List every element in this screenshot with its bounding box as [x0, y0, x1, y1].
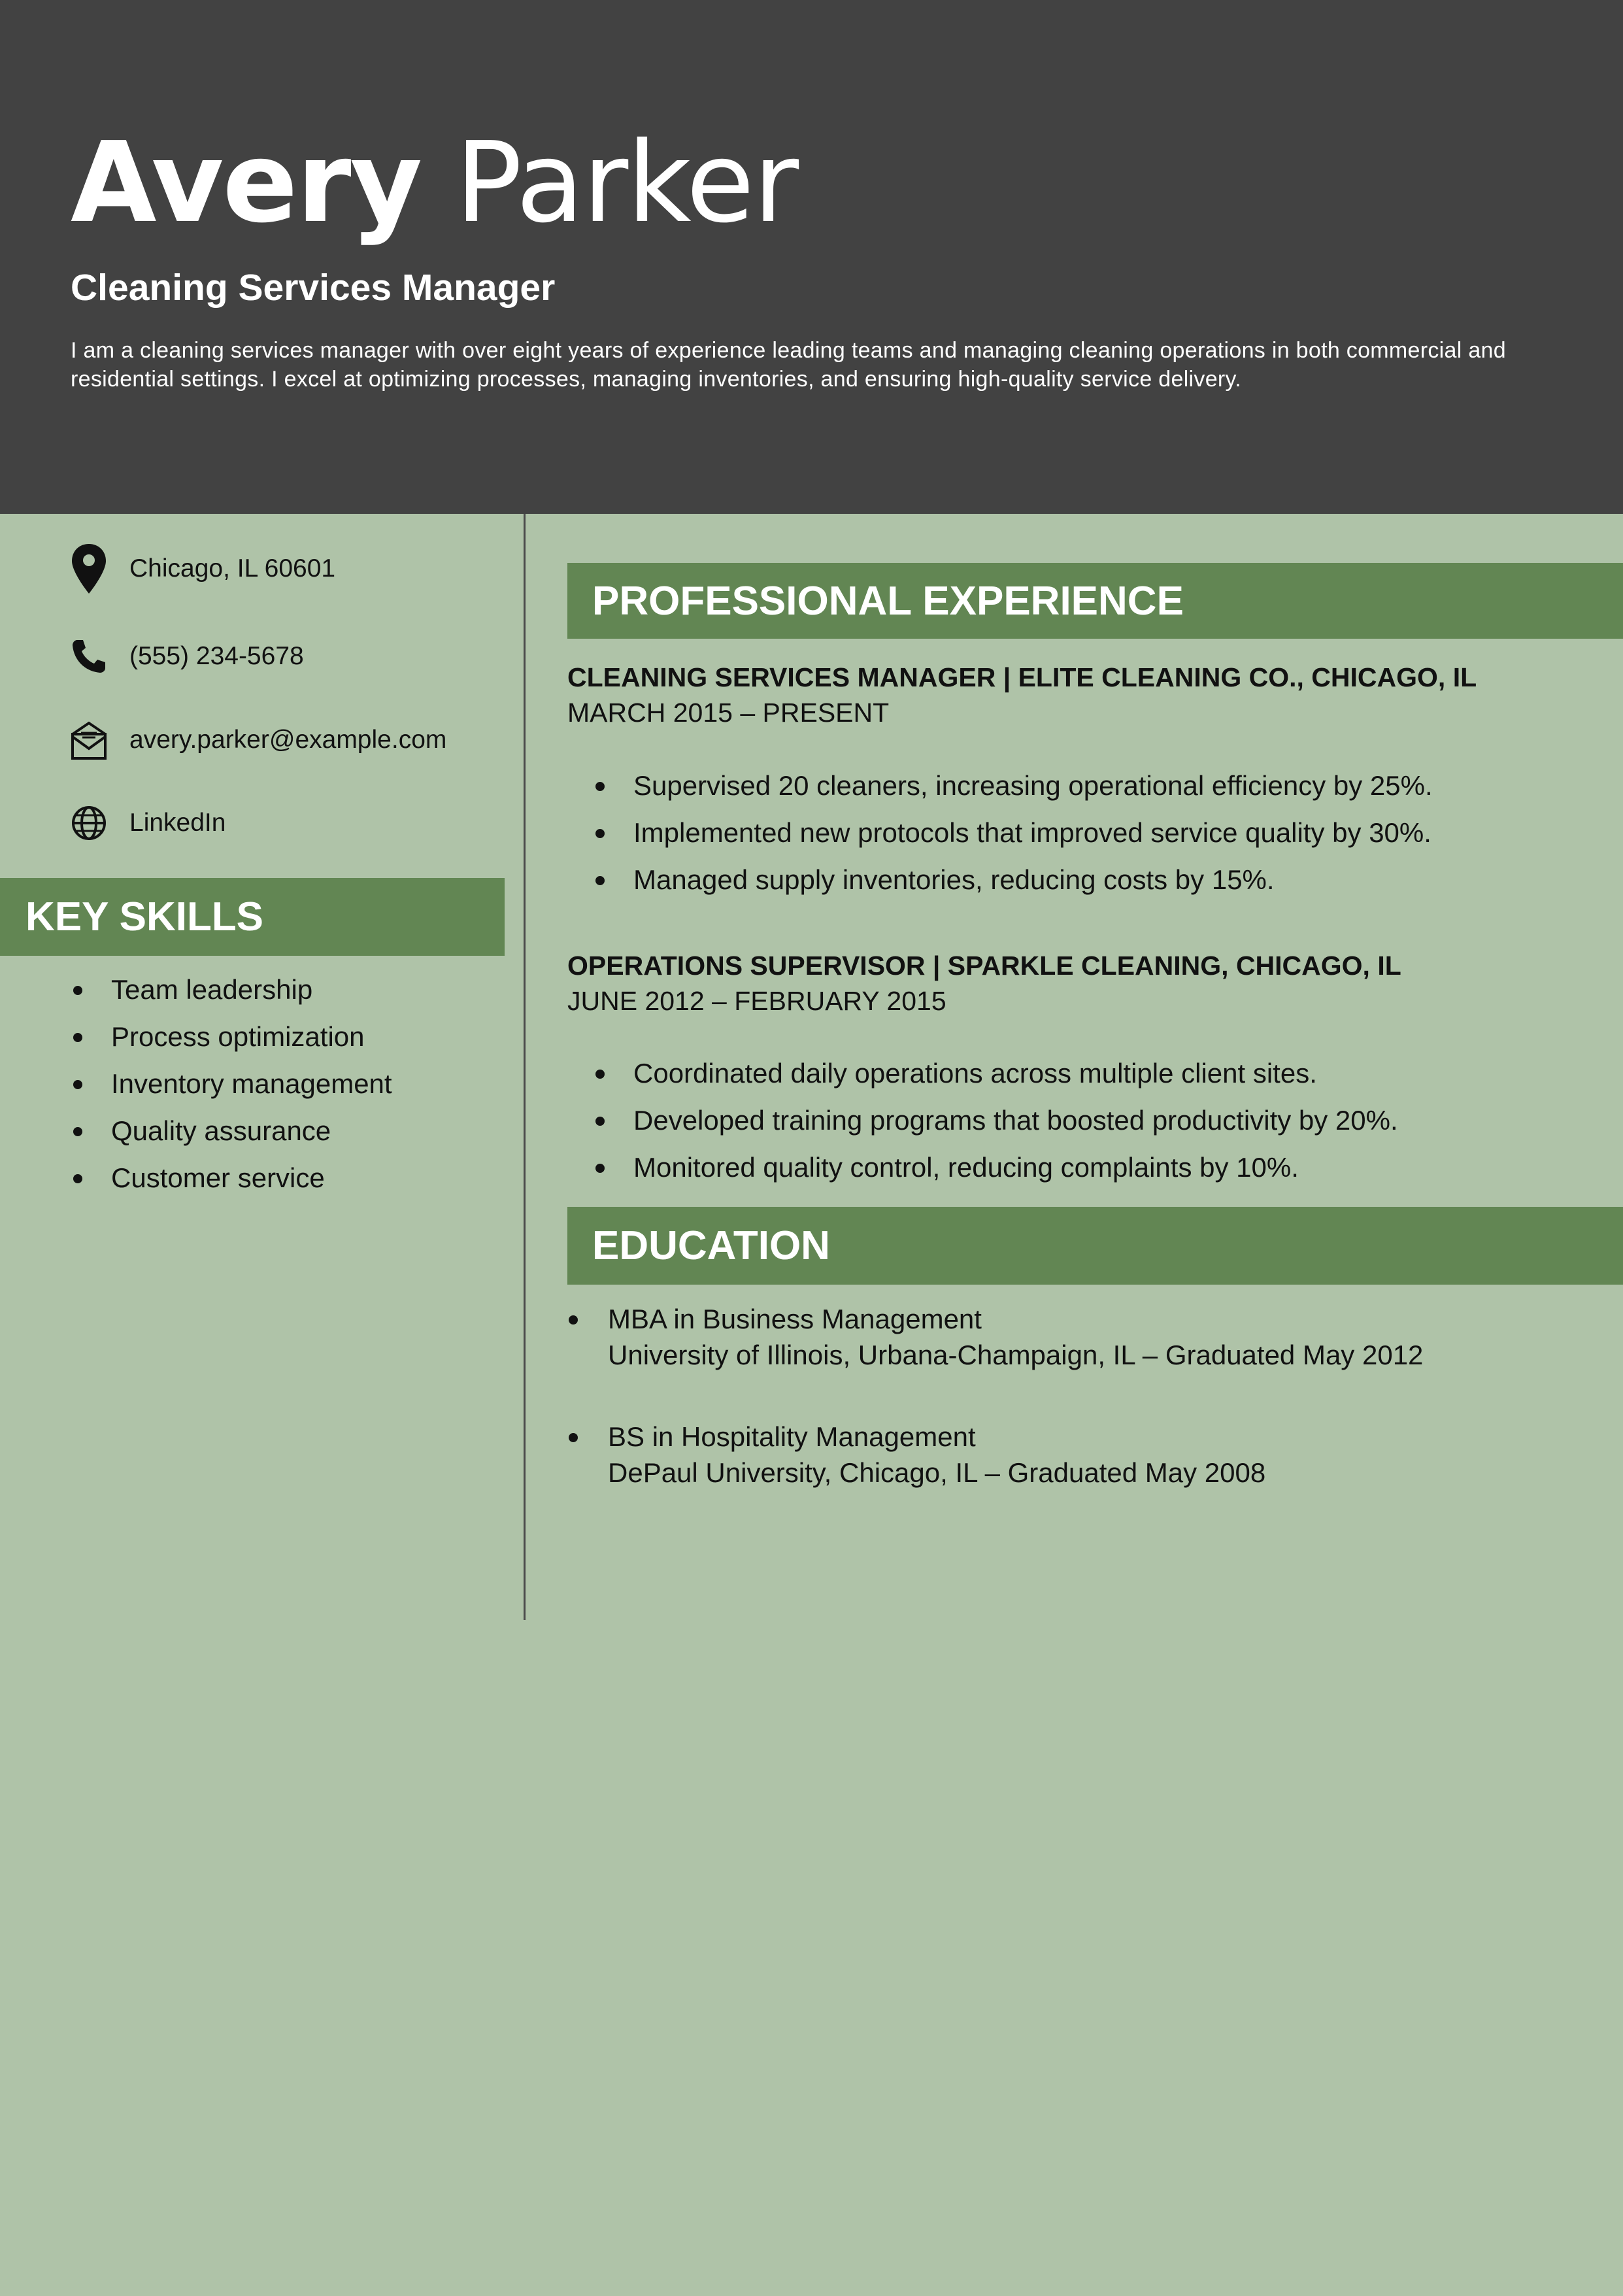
contact-linkedin: [71, 797, 226, 849]
location-text: Chicago, IL 60601: [129, 554, 336, 582]
bullet: [595, 1070, 605, 1079]
degree-name: BS in Hospitality Management: [608, 1421, 976, 1452]
contact-location: [71, 543, 335, 595]
job-title: Cleaning Services Manager: [71, 267, 556, 309]
degree-detail: University of Illinois, Urbana-Champaign, IL – Graduated May 2012: [608, 1340, 1424, 1370]
list-item: [71, 1158, 392, 1206]
bullet: [73, 1080, 82, 1089]
skills-list: [71, 970, 392, 1206]
degree-name: MBA in Business Management: [608, 1304, 982, 1334]
list-item: [567, 860, 1433, 907]
bullet-text: Supervised 20 cleaners, increasing operational efficiency by 25%.: [633, 770, 1433, 801]
degree-detail: DePaul University, Chicago, IL – Graduated May 2008: [608, 1457, 1266, 1488]
bullet: [595, 1117, 605, 1126]
bullet: [73, 986, 82, 995]
first-name: Avery: [71, 118, 422, 248]
contact-email: [71, 714, 446, 766]
list-item: [71, 970, 392, 1017]
skill-text: Quality assurance: [111, 1115, 331, 1146]
key-skills-heading: KEY SKILLS: [0, 878, 505, 956]
list-item: [567, 766, 1433, 813]
bullet-text: Managed supply inventories, reducing costs by 15%.: [633, 864, 1275, 895]
skill-text: Team leadership: [111, 974, 313, 1005]
list-item: [71, 1111, 392, 1158]
profile-summary: I am a cleaning services manager with over eight years of experience leading teams and managing cleaning operations in both commercial and residential settings. I excel at optimizing processes, managing inventories, and ensuring high-quality service delivery.: [71, 338, 1506, 392]
job-2-dates: JUNE 2012 – FEBRUARY 2015: [567, 986, 946, 1016]
column-divider: [524, 514, 526, 1620]
education-heading: EDUCATION: [567, 1207, 1623, 1285]
linkedin-link[interactable]: LinkedIn: [129, 809, 226, 837]
bullet: [73, 1127, 82, 1136]
bullet: [569, 1433, 578, 1442]
candidate-name: [71, 118, 797, 248]
bullet: [595, 829, 605, 838]
phone-text[interactable]: (555) 234-5678: [129, 642, 304, 670]
list-item: [71, 1064, 392, 1111]
envelope-icon: [71, 714, 107, 766]
bullet-text: Implemented new protocols that improved service quality by 30%.: [633, 817, 1431, 848]
job-1-title: CLEANING SERVICES MANAGER | ELITE CLEANING CO., CHICAGO, IL: [567, 662, 1477, 692]
map-pin-icon: [71, 543, 107, 595]
bullet: [569, 1315, 578, 1325]
job-1-dates: MARCH 2015 – PRESENT: [567, 698, 890, 728]
list-item: [567, 1054, 1398, 1101]
bullet-text: Developed training programs that boosted productivity by 20%.: [633, 1105, 1398, 1136]
bullet: [595, 782, 605, 791]
list-item: [567, 813, 1433, 860]
bullet: [595, 876, 605, 885]
skill-text: Process optimization: [111, 1021, 365, 1052]
bullet-text: Monitored quality control, reducing complaints by 10%.: [633, 1152, 1299, 1183]
bullet: [73, 1174, 82, 1183]
experience-heading: PROFESSIONAL EXPERIENCE: [567, 563, 1623, 639]
last-name: Parker: [455, 118, 798, 248]
phone-icon: [71, 630, 107, 683]
job-1-bullets: [567, 766, 1433, 907]
bullet-text: Coordinated daily operations across multiple client sites.: [633, 1058, 1317, 1089]
skill-text: Customer service: [111, 1162, 325, 1193]
contact-phone: [71, 630, 304, 683]
resume-header: [0, 0, 1623, 514]
list-item: [567, 1101, 1398, 1148]
list-item: [567, 1148, 1398, 1195]
bullet: [73, 1033, 82, 1042]
globe-icon: [71, 797, 107, 849]
email-text[interactable]: avery.parker@example.com: [129, 726, 447, 754]
education-item: [567, 1301, 1423, 1373]
education-item: [567, 1419, 1265, 1491]
skill-text: Inventory management: [111, 1068, 392, 1099]
list-item: [71, 1017, 392, 1064]
job-2-bullets: [567, 1054, 1398, 1195]
job-2-title: OPERATIONS SUPERVISOR | SPARKLE CLEANING, CHICAGO, IL: [567, 951, 1401, 981]
bullet: [595, 1164, 605, 1173]
